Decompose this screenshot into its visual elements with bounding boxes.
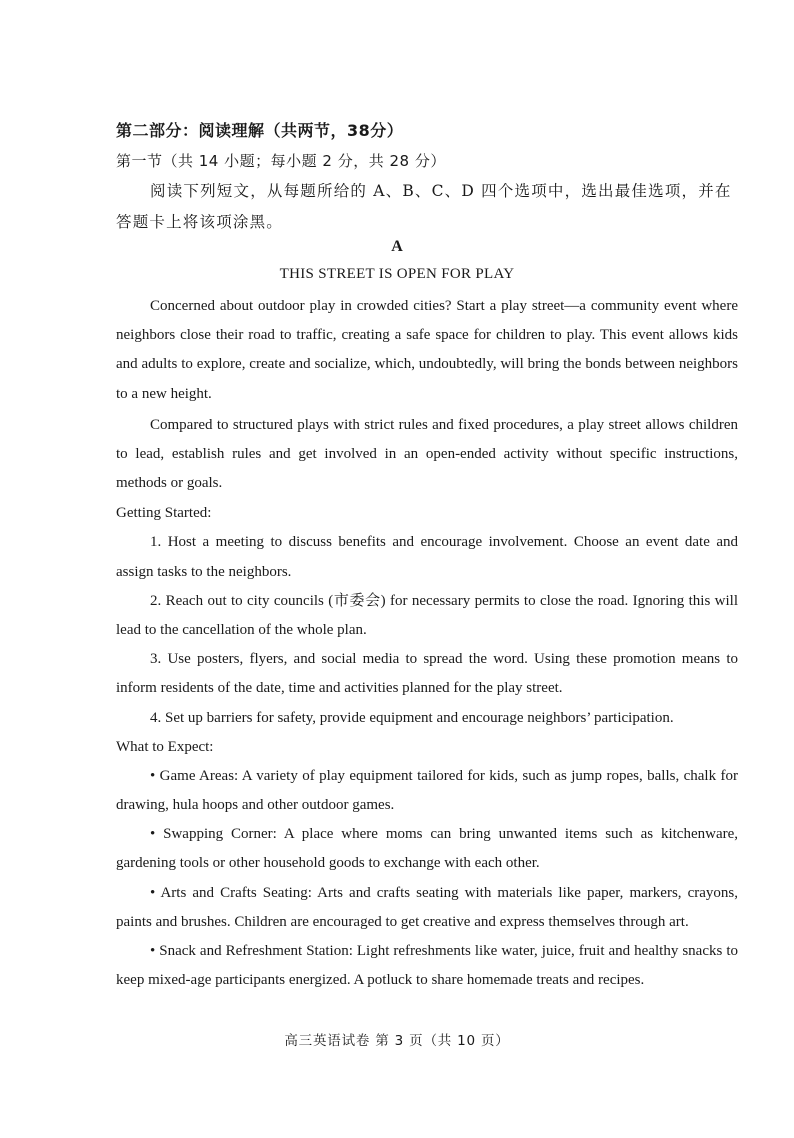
expect-arts-crafts: • Arts and Crafts Seating: Arts and crafts seating with materials like paper, markers, crayons, paints and brushes. Children are encouraged to get creative and express themselves through art.: [116, 884, 738, 930]
passage-body: [116, 292, 738, 995]
what-to-expect-label: What to Expect:: [116, 738, 214, 755]
expect-game-areas: • Game Areas: A variety of play equipment tailored for kids, such as jump ropes, balls, chalk for drawing, hula hoops and other outdoor games.: [116, 767, 738, 814]
page-footer: 高三英语试卷 第 3 页（共 10 页）: [284, 1033, 510, 1049]
expect-snack-station: • Snack and Refreshment Station: Light refreshments like water, juice, fruit and healthy snacks to keep mixed-age participants energized. A potluck to share homemade treats and recipes.: [116, 943, 738, 989]
getting-started-label: Getting Started:: [116, 505, 212, 522]
expect-swapping-corner: • Swapping Corner: A place where moms can bring unwanted items such as kitchenware, gardening tools or other household goods to exchange with each other.: [116, 826, 738, 872]
instructions: 阅读下列短文，从每题所给的 A、B、C、D 四个选项中，选出最佳选项，并在答题卡上将该项涂黑。: [116, 182, 732, 231]
step-4: 4. Set up barriers for safety, provide equipment and encourage neighbors’ participation.: [150, 709, 674, 726]
paragraph-2: Compared to structured plays with strict rules and fixed procedures, a play street allows children to lead, establish rules and get involved in an open-ended activity without specific instructions, methods or goals.: [116, 416, 738, 492]
section-title: 第一节（共 14 小题；每小题 2 分，共 28 分）: [116, 152, 446, 170]
passage-title: THIS STREET IS OPEN FOR PLAY: [279, 266, 515, 282]
step-2: 2. Reach out to city councils (市委会) for necessary permits to close the road. Ignoring this will lead to the cancellation of the whole plan.: [116, 592, 738, 639]
paragraph-1: Concerned about outdoor play in crowded cities? Start a play street—a community event where neighbors close their road to traffic, creating a safe space for children to play. This event allows kids and adults to explore, create and socialize, which, undoubtedly, will bring the bonds between neighbors to a new height.: [116, 298, 738, 402]
step-3: 3. Use posters, flyers, and social media to spread the word. Using these promotion means to inform residents of the date, time and activities planned for the play street.: [116, 651, 738, 697]
passage-letter: A: [391, 238, 403, 255]
step-1: 1. Host a meeting to discuss benefits and encourage involvement. Choose an event date and assign tasks to the neighbors.: [116, 534, 738, 580]
part-title: 第二部分：阅读理解（共两节，38分）: [116, 121, 404, 140]
